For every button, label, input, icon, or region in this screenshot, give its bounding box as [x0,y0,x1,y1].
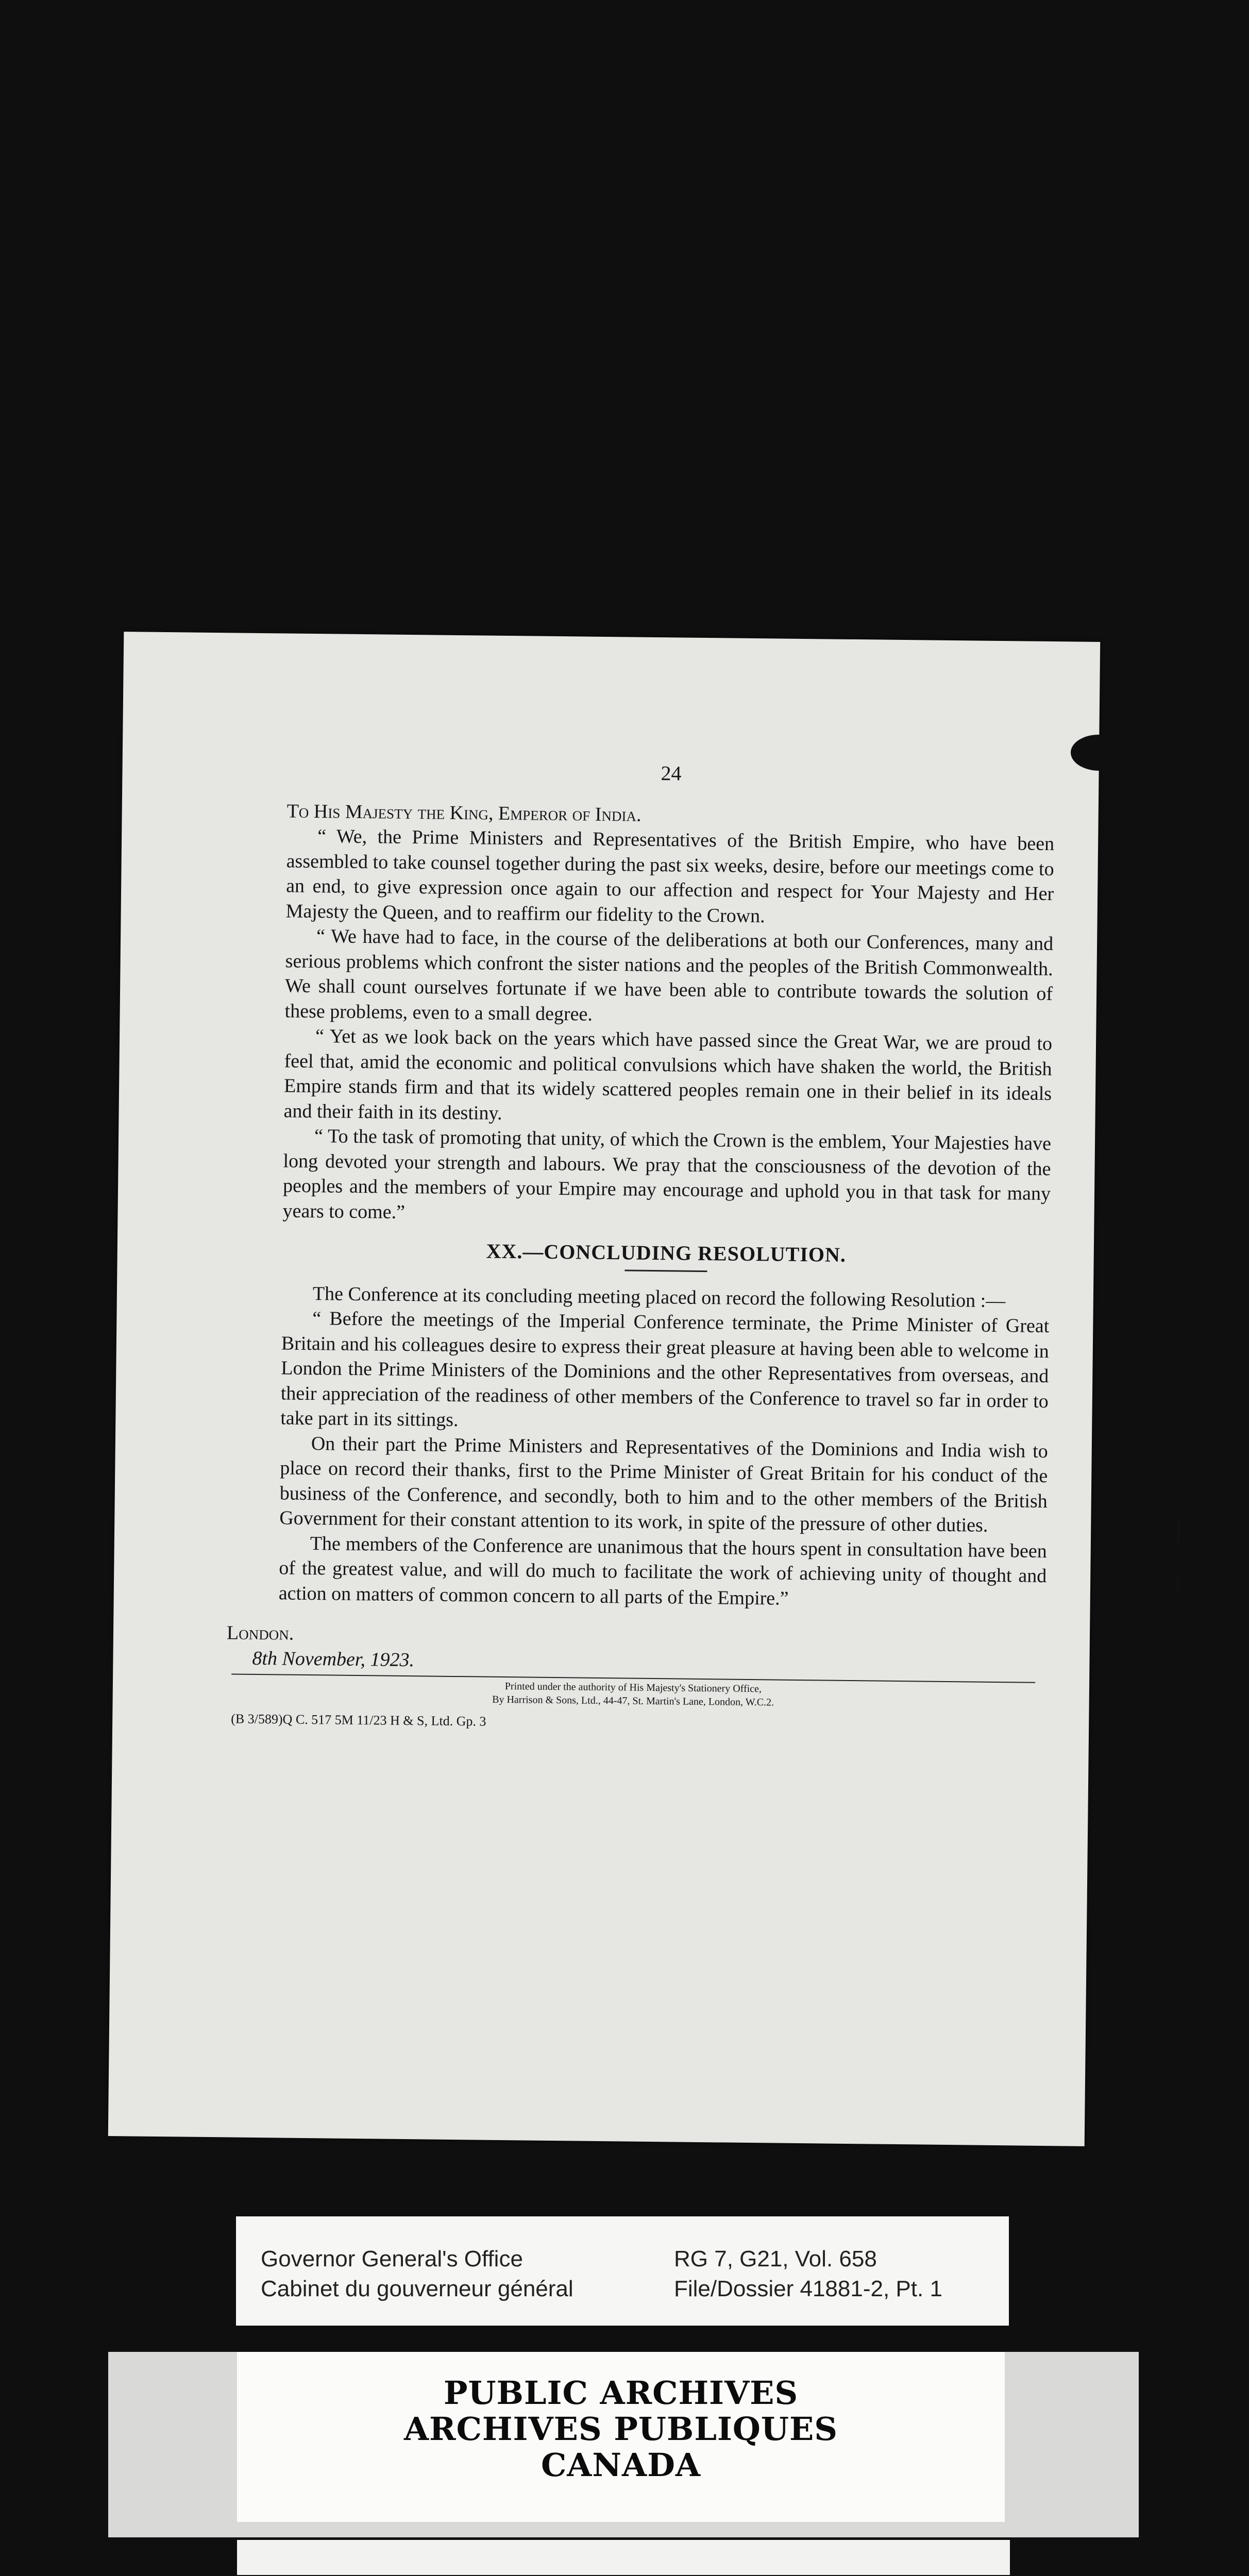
stamp-line: ARCHIVES PUBLIQUES [403,2410,838,2448]
punch-hole [1071,734,1128,771]
page-number: 24 [661,761,682,785]
date: 8th November, 1923. [252,1647,415,1671]
stamp-line: PUBLIC ARCHIVES [443,2374,799,2412]
document-page [108,632,1100,2146]
paragraph: “ To the task of promoting that unity, of which the Crown is the emblem, Your Majesties have long devoted your strength and labours. We pray that the consciousness of the devotion of the peoples and the members of your Empire may encourage and uphold you in that task for many years to come.” [282,1125,1052,1223]
printer-line: Printed under the authority of His Majesty's Stationery Office, [504,1681,762,1695]
page-content [226,757,1055,1740]
resolution-paragraph: On their part the Prime Ministers and Representatives of the Dominions and India wish to place on record their thanks, first to the Prime Minister of Great Britain for his conduct of the business of the Conference, and secondly, both to him and to the other members of the British Government for their constant attention to its work, in spite of the pressure of other duties. [279,1432,1049,1536]
resolution-paragraph: “ Before the meetings of the Imperial Conference terminate, the Prime Minister of Great Britain and his colleagues desire to express their great pleasure at having been able to welcome in London the Prime Ministers of the Dominions and the other Representatives from overseas, and their appreciation of the readiness of other members of the Conference to travel so far in order to take part in its sittings. [280,1308,1050,1431]
office-english: Governor General's Office [261,2246,523,2272]
margin-mark [1176,1575,1179,1596]
print-code: (B 3/589)Q C. 517 5M 11/23 H & S, Ltd. Gp. 3 [231,1711,486,1729]
printer-line: By Harrison & Sons, Ltd., 44-47, St. Martin's Lane, London, W.C.2. [492,1693,774,1708]
paragraph: “ We, the Prime Ministers and Representatives of the British Empire, who have been assembled to take counsel together during the past six weeks, desire, before our meetings come to an end, to give expression once again to our affection and respect for Your Majesty and Her Majesty the Queen, and to reaffirm our fidelity to the Crown. [285,825,1055,927]
office-french: Cabinet du gouverneur général [261,2276,573,2301]
printer-imprint [231,1676,1035,1711]
archive-label [236,2216,1009,2326]
archive-file: File/Dossier 41881-2, Pt. 1 [674,2276,942,2301]
resolution-intro: The Conference at its concluding meeting placed on record the following Resolution :— [312,1282,1006,1312]
salutation: To His Majesty the King, Emperor of India. [286,800,642,826]
margin-mark [1177,1519,1180,1545]
section-heading: XX.—CONCLUDING RESOLUTION. [486,1239,847,1266]
stamp-line: CANADA [541,2446,701,2484]
place: London. [226,1622,294,1645]
resolution-paragraph: The members of the Conference are unanimous that the hours spent in consultation have been of the greatest value, and will do much to facilitate the work of achieving unity of thought and action on matters of common concern to all parts of the Empire.” [278,1532,1047,1609]
archive-reference: RG 7, G21, Vol. 658 [674,2246,877,2272]
archive-stamp [237,2375,1005,2483]
stamp-footer-strip [237,2540,1010,2575]
heading-divider [624,1269,707,1272]
paragraph: “ Yet as we look back on the years which have passed since the Great War, we are proud to feel that, amid the economic and political convulsions which have shaken the world, the British Empire stands firm and that its widely scattered peoples remain one in their belief in its ideals and their faith in its destiny. [283,1025,1053,1124]
paragraph: “ We have had to face, in the course of the deliberations at both our Conferences, many and serious problems which confront the sister nations and the peoples of the British Commonwealth. We shall count ourselves fortunate if we have been able to contribute towards the solution of these problems, even to a small degree. [284,925,1054,1025]
